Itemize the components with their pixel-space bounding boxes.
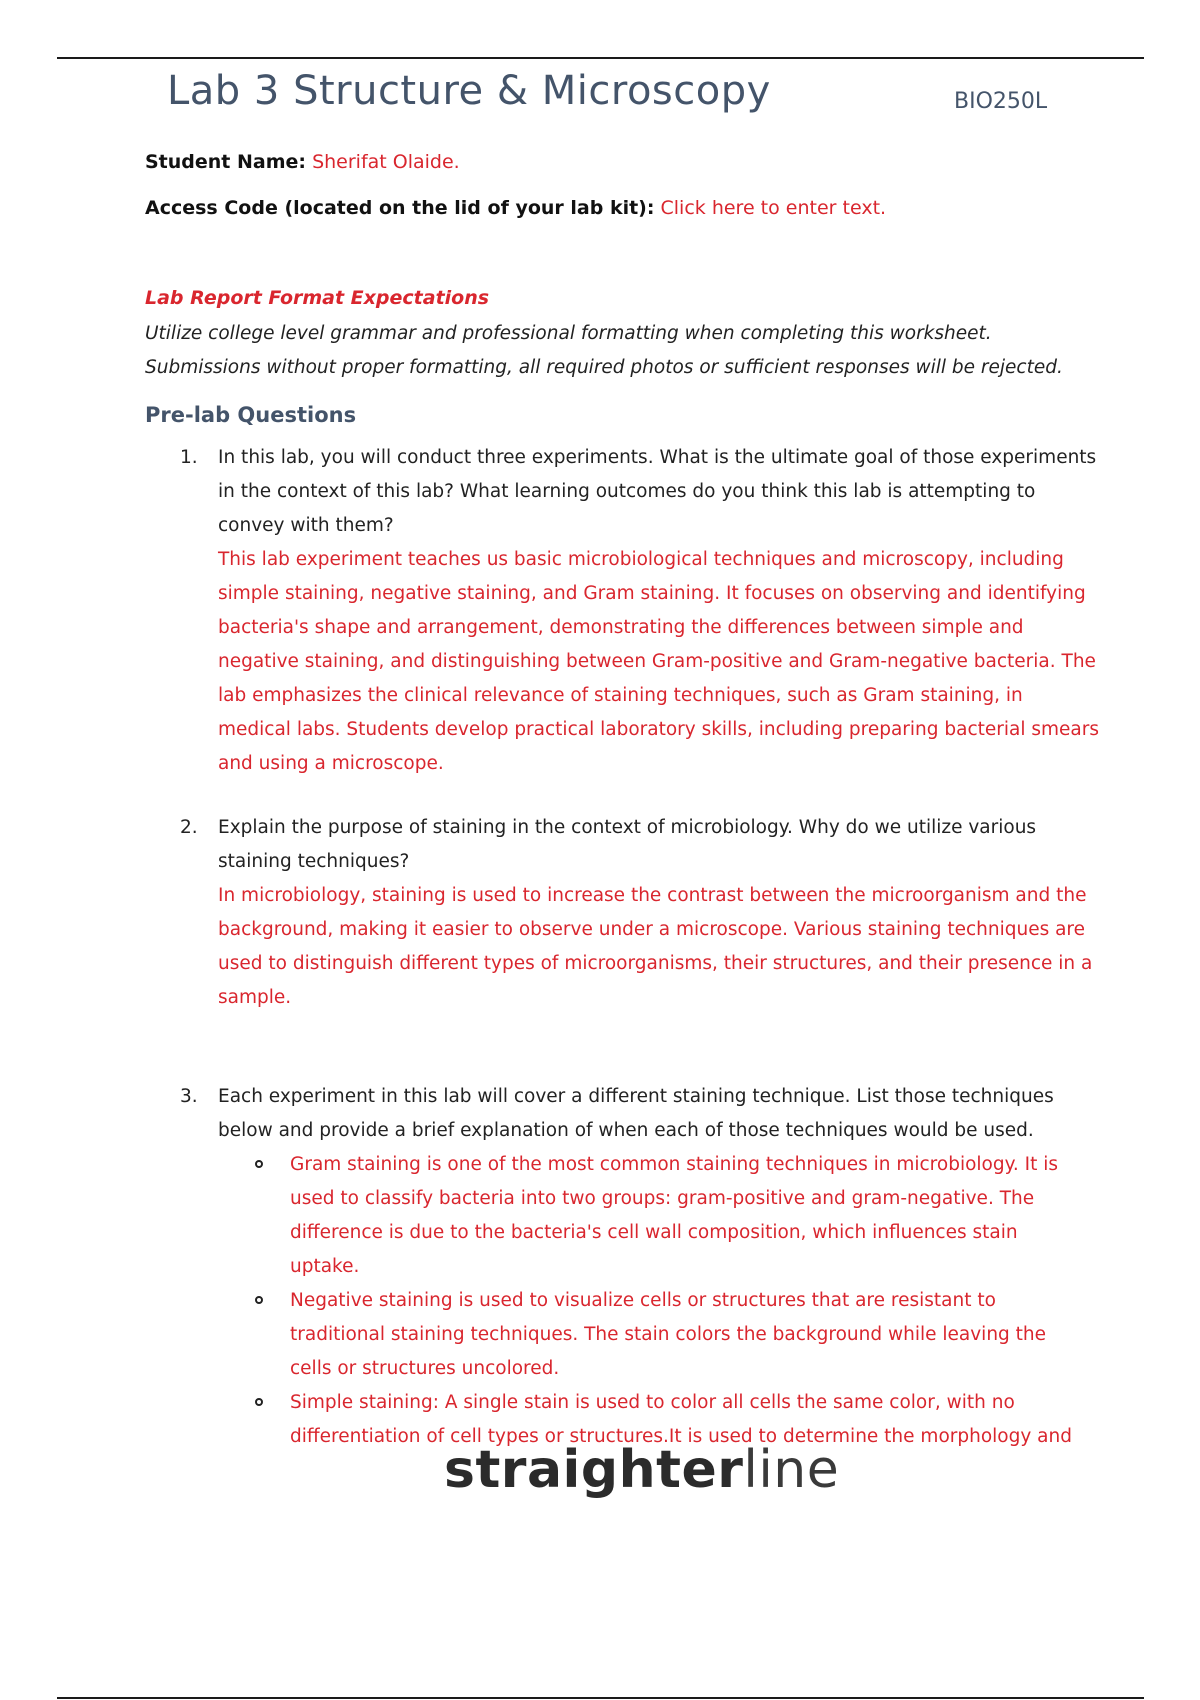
access-code-line [145,197,886,219]
question-number: 1. [180,447,198,468]
list-item-text: Simple staining: A single stain is used to color all cells the same color, with no differentiation of cell types or structures.It is used to determine the morphology and [290,1392,1072,1447]
technique-list [250,1148,1090,1454]
question-text: Explain the purpose of staining in the context of microbiology. Why do we utilize various staining techniques? [218,817,1037,872]
question-2 [180,811,1100,1015]
list-item[interactable] [250,1284,1090,1386]
format-line-1: Utilize college level grammar and professional formatting when completing this worksheet. [145,323,992,344]
logo-text-light: line [743,1440,840,1500]
prelab-heading: Pre-lab Questions [145,403,357,427]
question-text: Each experiment in this lab will cover a different staining technique. List those techniques below and provide a brief explanation of when each of those techniques would be used. [218,1086,1054,1141]
circle-bullet-icon [255,1160,263,1168]
access-code-field[interactable]: Click here to enter text. [660,197,887,219]
format-line-2: Submissions without proper formatting, all required photos or sufficient responses will be rejected. [145,357,1063,378]
question-text: In this lab, you will conduct three experiments. What is the ultimate goal of those experiments in the context of this lab? What learning outcomes do you think this lab is attempting to convey with them? [218,447,1097,536]
access-code-label: Access Code (located on the lid of your lab kit): [145,197,655,219]
circle-bullet-icon [255,1296,263,1304]
student-name-label: Student Name: [145,151,307,173]
question-number: 2. [180,817,198,838]
bottom-rule [57,1697,1144,1699]
student-name-value[interactable]: Sherifat Olaide. [312,151,460,173]
list-item-text: Negative staining is used to visualize cells or structures that are resistant to traditional staining techniques. The stain colors the background while leaving the cells or structures uncolored. [290,1290,1047,1379]
circle-bullet-icon [255,1398,263,1406]
answer-text[interactable]: In microbiology, staining is used to increase the contrast between the microorganism and the background, making it easier to observe under a microscope. Various staining techniques are used to distinguish different types of microorganisms, their structures, and their presence in a sample. [218,885,1093,1008]
format-expectations-heading: Lab Report Format Expectations [145,287,490,309]
top-rule [57,57,1144,59]
page-title: Lab 3 Structure & Microscopy [167,68,771,114]
list-item[interactable] [250,1148,1090,1284]
list-item-text: Gram staining is one of the most common staining techniques in microbiology. It is used to classify bacteria into two groups: gram-positive and gram-negative. The difference is due to the bacteria's cell wall composition, which influences stain uptake. [290,1154,1059,1277]
question-3 [180,1080,1100,1148]
answer-text[interactable]: This lab experiment teaches us basic microbiological techniques and microscopy, including simple staining, negative staining, and Gram staining. It focuses on observing and identifying bacteria's shape and arrangement, demonstrating the differences between simple and negative staining, and distinguishing between Gram-positive and Gram-negative bacteria. The lab emphasizes the clinical relevance of staining techniques, such as Gram staining, in medical labs. Students develop practical laboratory skills, including preparing bacterial smears and using a microscope. [218,549,1099,774]
straighterline-logo [444,1440,839,1500]
course-code: BIO250L [954,89,1048,114]
question-number: 3. [180,1086,198,1107]
student-name-line [145,151,460,173]
logo-text-bold: straighter [444,1440,744,1500]
question-1 [180,441,1100,781]
